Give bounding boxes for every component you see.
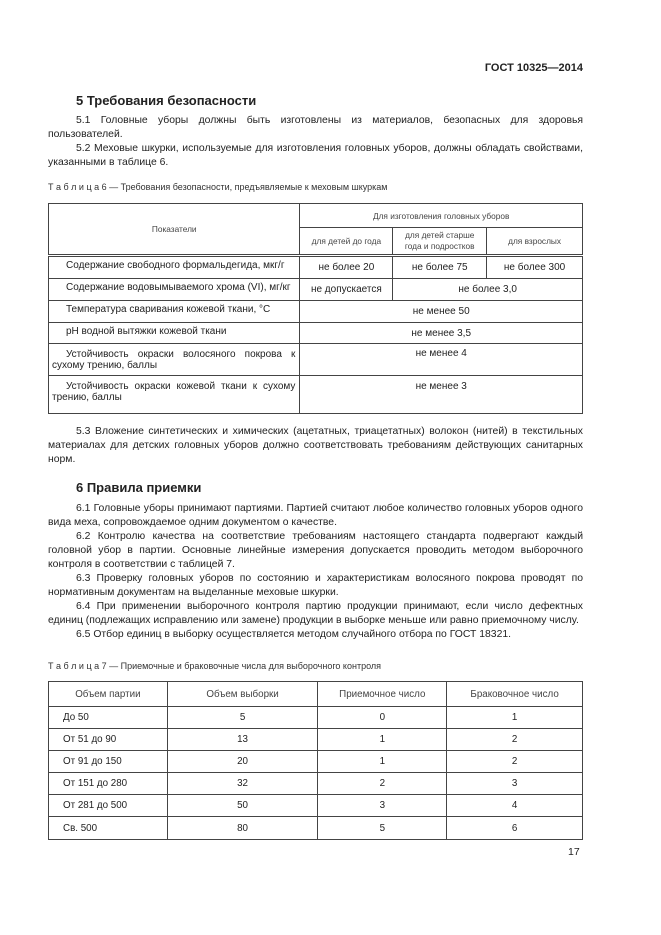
- table-7: [48, 681, 583, 840]
- paragraph-5-3-block: [48, 425, 583, 467]
- table-row: Содержание водовымываемого хрома (VI), мг/кг не допускается не более 3,0: [49, 279, 583, 301]
- section-6-body: [48, 502, 583, 642]
- table-row: До 50 5 0 1: [49, 707, 583, 729]
- table-row: От 151 до 280 32 2 3: [49, 773, 583, 795]
- table-row: Устойчивость окраски кожевой ткани к сухому трению, баллы не менее 3: [49, 376, 583, 414]
- col-sample-size: Объем выборки: [167, 682, 318, 707]
- paragraph-6-3: 6.3 Проверку головных уборов по состоянию и характеристикам волосяного покрова проводят по нормативным документам на выделанные меховые шкурки.: [48, 573, 583, 598]
- paragraph-6-2: 6.2 Контролю качества на соответствие требованиям настоящего стандарта подвергают каждый головной убор в партии. Основные линейные измерения допускается проводить методом выборочного контроля в соответствии с таблицей 7.: [48, 531, 583, 570]
- section-6-title: 6 Правила приемки: [76, 480, 202, 495]
- col-rejection: Браковочное число: [447, 682, 583, 707]
- table-row: Содержание свободного формальдегида, мкг/г не более 20 не более 75 не более 300: [49, 256, 583, 279]
- col-acceptance: Приемочное число: [318, 682, 447, 707]
- paragraph-5-1: 5.1 Головные уборы должны быть изготовлены из материалов, безопасных для здоровья пользователей.: [48, 115, 583, 140]
- col-infant: для детей до года: [300, 228, 393, 256]
- col-indicator: Показатели: [49, 204, 300, 256]
- section-5-title: 5 Требования безопасности: [76, 93, 257, 108]
- col-lot-size: Объем партии: [49, 682, 168, 707]
- table-row: От 281 до 500 50 3 4: [49, 795, 583, 817]
- col-adults: для взрослых: [487, 228, 583, 256]
- document-header: ГОСТ 10325—2014: [484, 62, 583, 74]
- table-row: От 91 до 150 20 1 2: [49, 751, 583, 773]
- table-row: От 51 до 90 13 1 2: [49, 729, 583, 751]
- paragraph-6-4: 6.4 При применении выборочного контроля партию продукции принимают, если число дефектных единиц (подлежащих исправлению или замене) продукции в выборке меньше или равно приемочному числу.: [48, 601, 583, 626]
- table-6: [48, 203, 583, 414]
- page-number: 17: [568, 846, 580, 858]
- paragraph-6-5: 6.5 Отбор единиц в выборку осуществляется методом случайного отбора по ГОСТ 18321.: [76, 629, 512, 640]
- table-row: Температура сваривания кожевой ткани, °С не менее 50: [49, 301, 583, 323]
- paragraph-5-3: 5.3 Вложение синтетических и химических (ацетатных, триацетатных) волокон (нитей) в текстильных материалах для детских головных уборов должно соответствовать требованиям действующих санитарных норм.: [48, 426, 583, 465]
- paragraph-5-2: 5.2 Меховые шкурки, используемые для изготовления головных уборов, должны обладать свойствами, указанными в таблице 6.: [48, 143, 583, 168]
- table-row: Устойчивость окраски волосяного покрова к сухому трению, баллы не менее 4: [49, 344, 583, 376]
- section-5-body: [48, 114, 583, 170]
- table-6-caption: Т а б л и ц а 6 — Требования безопасности, предъявляемые к меховым шкуркам: [48, 182, 388, 192]
- col-group: Для изготовления головных уборов: [300, 204, 583, 228]
- paragraph-6-1: 6.1 Головные уборы принимают партиями. Партией считают любое количество головных уборов одного вида меха, сопровождаемое одним документом о качестве.: [48, 503, 583, 528]
- table-7-caption: Т а б л и ц а 7 — Приемочные и браковочные числа для выборочного контроля: [48, 661, 382, 671]
- col-children: для детей старше года и подростков: [393, 228, 487, 256]
- table-row: Св. 500 80 5 6: [49, 817, 583, 840]
- table-row: рН водной вытяжки кожевой ткани не менее 3,5: [49, 323, 583, 344]
